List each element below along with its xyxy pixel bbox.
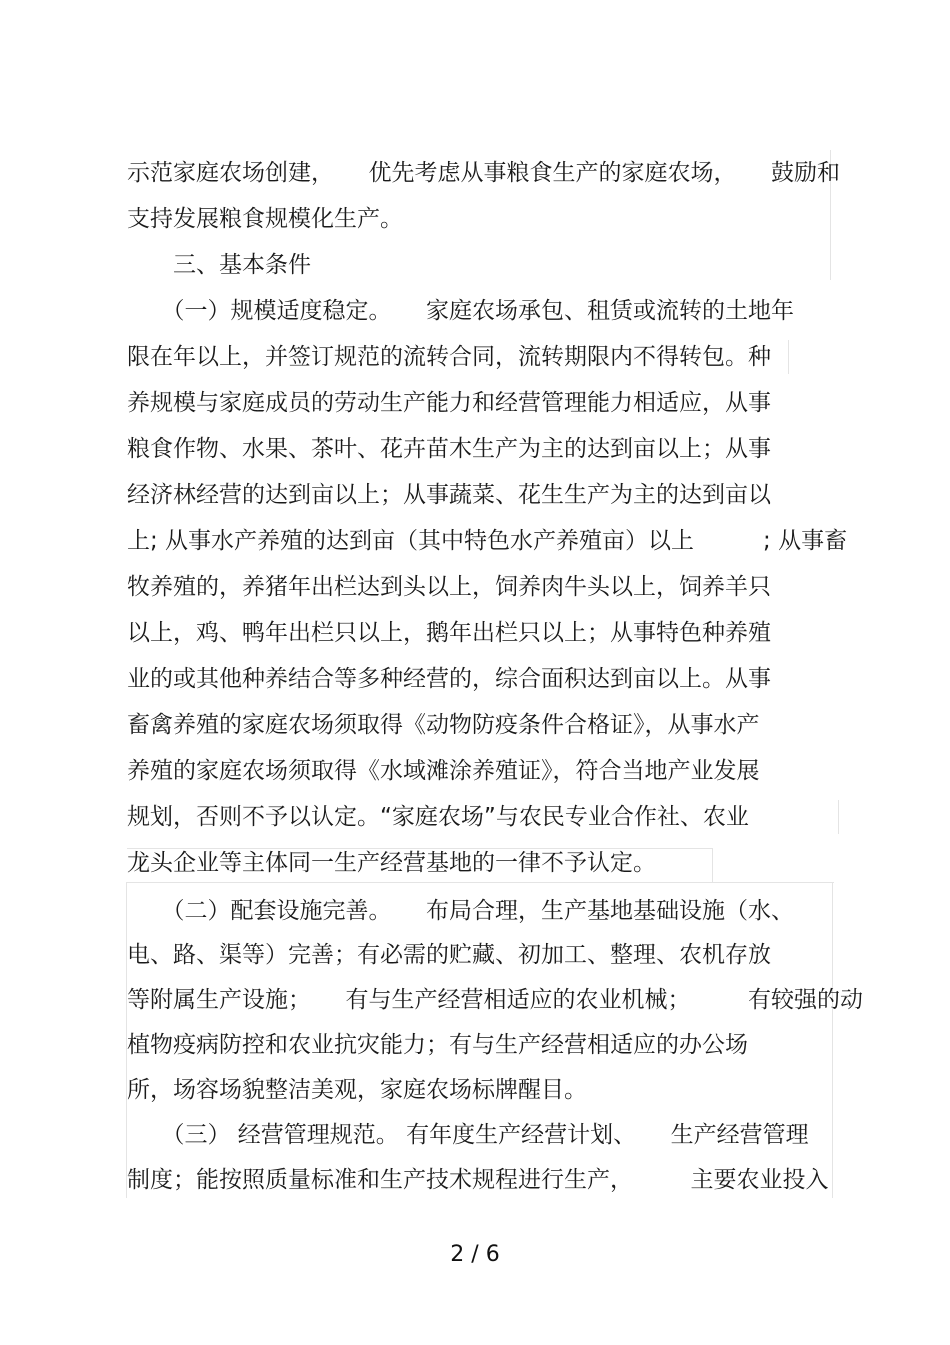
body-line-15: 规划，否则不予以认定。“家庭农场”与农民专业合作社、农业 xyxy=(127,804,749,830)
scan-rule-right-bottom xyxy=(832,882,833,1198)
scan-rule-box-right xyxy=(712,848,713,882)
body-line-10: 牧养殖的，养猪年出栏达到头以上，饲养肉牛头以上，饲养羊只 xyxy=(127,574,771,600)
body-line-21: 所，场容场貌整洁美观，家庭农场标牌醒目。 xyxy=(127,1077,587,1103)
body-line-14: 养殖的家庭农场须取得《水域滩涂养殖证》，符合当地产业发展 xyxy=(127,758,760,784)
body-line-19: 等附属生产设施； 有与生产经营相适应的农业机械； 有较强的动 xyxy=(127,987,863,1013)
body-line-7: 粮食作物、水果、茶叶、花卉苗木生产为主的达到亩以上；从事 xyxy=(127,436,771,462)
scan-rule-right-lower xyxy=(838,800,839,834)
page-number: 2 / 6 xyxy=(450,1242,500,1267)
body-line-20: 植物疫病防控和农业抗灾能力；有与生产经营相适应的办公场 xyxy=(127,1032,748,1058)
body-line-16: 龙头企业等主体同一生产经营基地的一律不予认定。 xyxy=(127,850,656,876)
body-line-13: 畜禽养殖的家庭农场须取得《动物防疫条件合格证》，从事水产 xyxy=(127,712,760,738)
body-line-8: 经济林经营的达到亩以上；从事蔬菜、花生生产为主的达到亩以 xyxy=(127,482,771,508)
body-line-4: （一）规模适度稳定。 家庭农场承包、租赁或流转的土地年 xyxy=(127,298,794,324)
body-line-17: （二）配套设施完善。 布局合理，生产基地基础设施（水、 xyxy=(127,898,794,924)
body-line-23: 制度；能按照质量标准和生产技术规程进行生产， 主要农业投入 xyxy=(127,1167,829,1193)
body-line-1: 示范家庭农场创建， 优先考虑从事粮食生产的家庭农场， 鼓励和 xyxy=(127,160,840,186)
body-line-9: 上; 从事水产养殖的达到亩（其中特色水产养殖亩）以上 ; 从事畜 xyxy=(127,528,848,554)
body-line-6: 养规模与家庭成员的劳动生产能力和经营管理能力相适应，从事 xyxy=(127,390,771,416)
body-line-22: （三） 经营管理规范。 有年度生产经营计划、 生产经营管理 xyxy=(127,1122,809,1148)
scan-rule-right-mid xyxy=(788,340,789,374)
body-line-18: 电、路、渠等）完善；有必需的贮藏、初加工、整理、农机存放 xyxy=(127,942,771,968)
body-line-2: 支持发展粮食规模化生产。 xyxy=(127,206,403,232)
section-heading-basic-conditions: 三、基本条件 xyxy=(127,252,311,278)
body-line-12: 业的或其他种养结合等多种经营的，综合面积达到亩以上。从事 xyxy=(127,666,771,692)
body-line-11: 以上，鸡、鸭年出栏只以上，鹅年出栏只以上；从事特色种养殖 xyxy=(127,620,771,646)
scan-rule-box-bottom xyxy=(127,882,834,883)
body-line-5: 限在年以上，并签订规范的流转合同，流转期限内不得转包。种 xyxy=(127,344,771,370)
